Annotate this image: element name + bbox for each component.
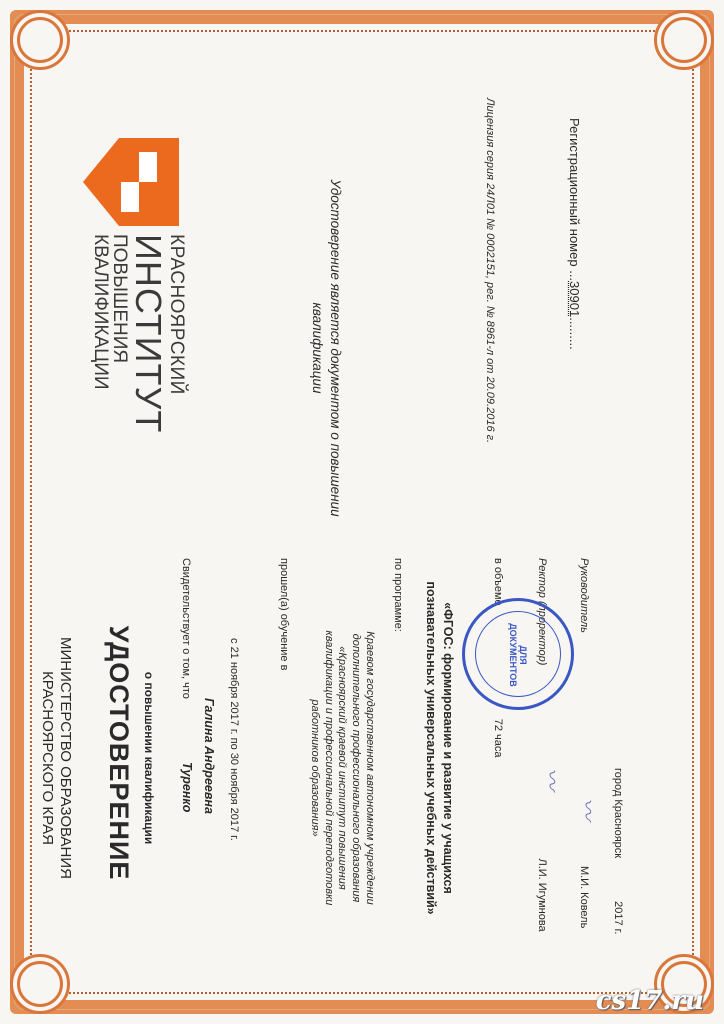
certifies-row	[180, 558, 194, 812]
place-date-row	[612, 768, 624, 934]
period-from-month: ноября	[228, 661, 240, 699]
period-to-day: 30	[228, 752, 240, 766]
institution-full-name: Краевом государственном автономном учреждении дополнительного профессионального образования «Красноярский краевой институт повышения квалификации и профессиональной переподготовки работников образования»	[309, 630, 376, 906]
license-info: Лицензия серия 24Л01 № 0002151, рег. № 8961-л от 20.09.2016 г.	[484, 98, 496, 444]
head-signature-row	[578, 558, 590, 928]
volume-value: 72 часа	[492, 718, 504, 758]
document-note: Удостоверение является документом о повышении квалификации	[310, 179, 343, 517]
certifies-label: Свидетельствует о том, что	[180, 558, 192, 699]
institute-name-line: ИНСТИТУТ	[128, 234, 169, 434]
institute-name	[91, 234, 186, 433]
institute-logo	[83, 138, 179, 226]
issue-year: 2017 г.	[612, 901, 624, 935]
surname: Туренко	[180, 762, 194, 813]
city: город Красноярск	[612, 768, 624, 859]
document-title: УДОСТОВЕРЕНИЕ	[104, 625, 134, 881]
head-label: Руководитель	[578, 558, 590, 633]
ministry-line: МИНИСТЕРСТВО ОБРАЗОВАНИЯ	[57, 637, 74, 879]
site-watermark: cs17.ru	[595, 986, 704, 1016]
period-to-year: 2017 г.	[228, 807, 240, 841]
rector-signature: 〰	[539, 768, 564, 791]
official-stamp	[462, 598, 574, 710]
ministry-header	[38, 608, 74, 908]
stamp-text: ДЛЯ ДОКУМЕНТОВ	[508, 623, 528, 687]
period-row	[228, 638, 240, 841]
full-name: Галина Андреевна	[202, 698, 216, 814]
certificate-sheet	[30, 0, 694, 974]
ministry-line: КРАСНОЯРСКОГО КРАЯ	[39, 671, 56, 845]
registration-number: Регистрационный номер ...30901.........	[567, 118, 582, 350]
period-from-year: 2017 г.	[228, 701, 240, 735]
institute-name-line: ПОВЫШЕНИЯ	[109, 234, 131, 364]
training-label: прошел(а) обучение в	[278, 558, 290, 671]
rector-label: Ректор (проректор)	[536, 558, 548, 666]
period-from-day: 21	[228, 646, 240, 659]
registration-label: Регистрационный номер	[567, 118, 582, 267]
program-label: по программе:	[392, 558, 404, 632]
volume-label: в объеме	[492, 558, 504, 606]
institute-name-line: КВАЛИФИКАЦИИ	[90, 234, 112, 390]
period-to-month: ноября	[228, 768, 240, 805]
rector-name: Л.И. Игумнова	[536, 858, 548, 932]
program-title: «ФГОС: формирование и развитие у учащихся познавательных универсальных учебных действий»	[424, 581, 455, 915]
period-from-prefix: с	[228, 638, 240, 644]
institute-name-line: КРАСНОЯРСКИЙ	[166, 234, 187, 395]
period-to-prefix: по	[228, 737, 240, 750]
head-signature: 〰	[575, 798, 600, 821]
document-subtitle: о повышении квалификации	[142, 671, 156, 845]
registration-value: 30901	[567, 281, 582, 318]
head-name: М.И. Ковель	[578, 865, 590, 929]
